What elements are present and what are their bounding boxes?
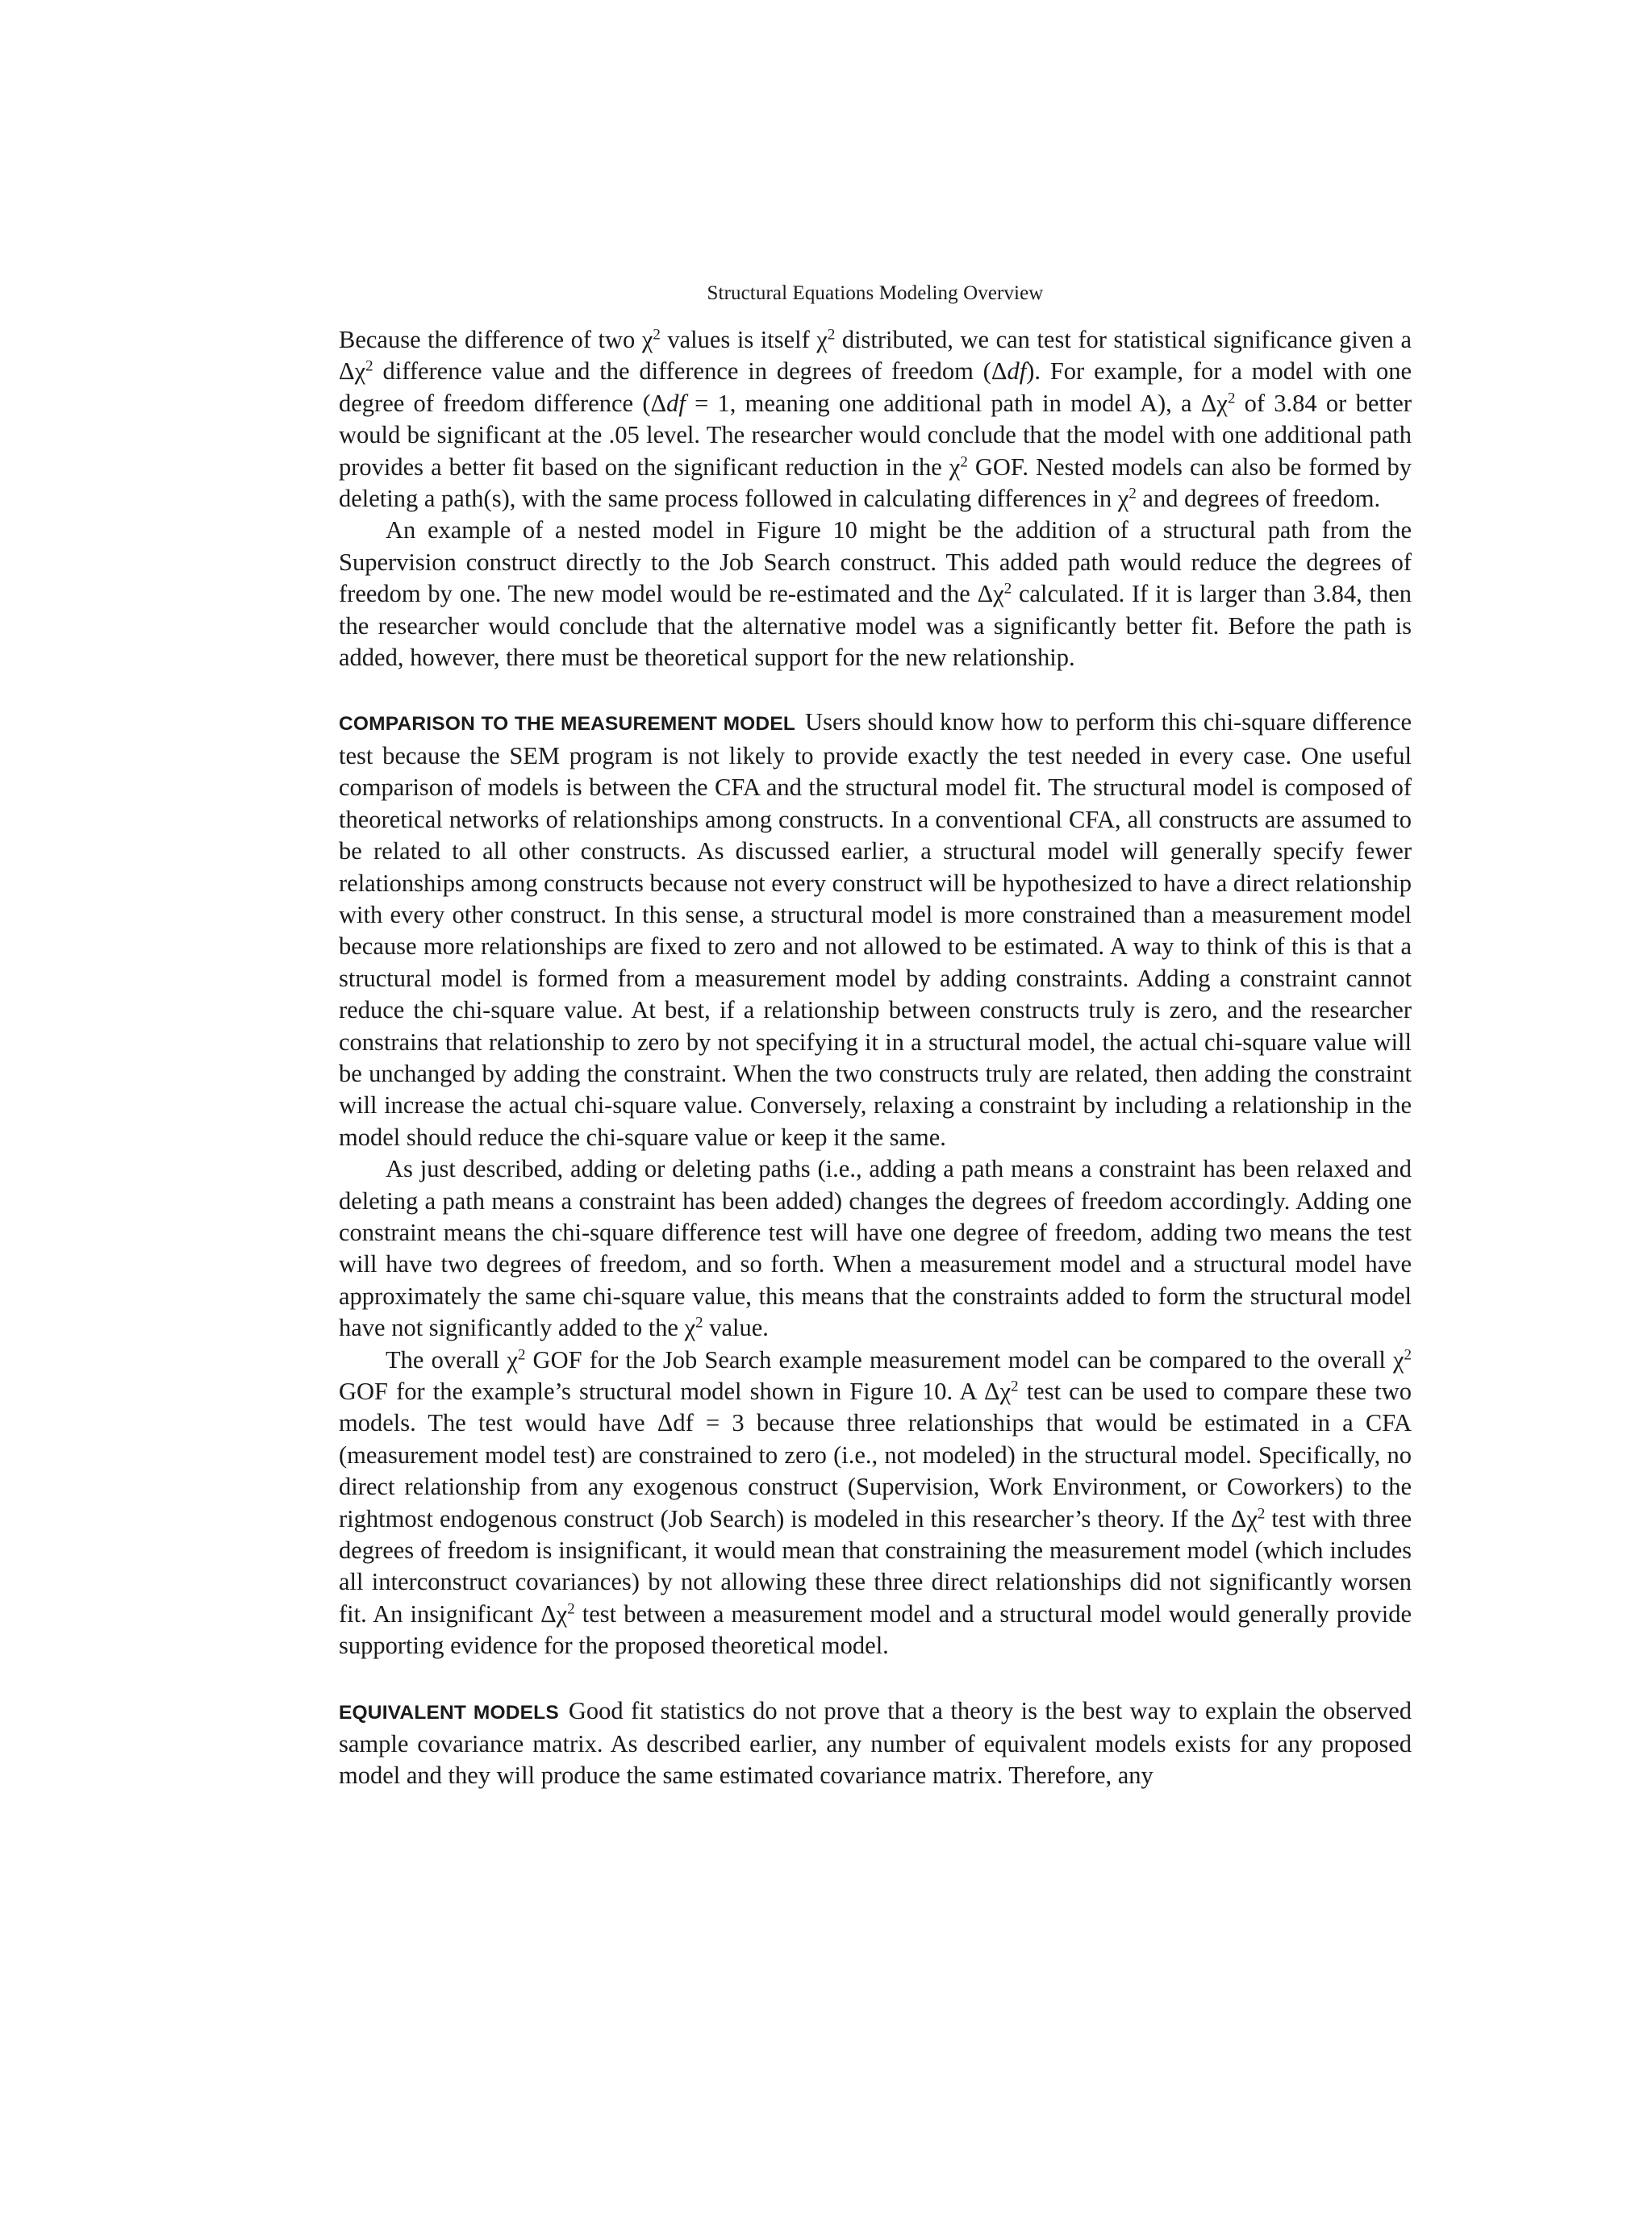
paragraph-comparison-body: Users should know how to perform this chi-square difference test because the SEM program is not likely to provide exactly the test needed in every case. One useful comparison of models is between the CFA and the structural model fit. The structural model is composed of theoretical networks of relationships among constructs. In a conventional CFA, all constructs are assumed to be related to all other constructs. As discussed earlier, a structural model will generally specify fewer relationships among constructs because not every construct will be hypothesized to have a direct relationship with every other construct. In this sense, a structural model is more constrained than a measurement model because more relationships are fixed to zero and not allowed to be estimated. A way to think of this is that a structural model is formed from a measurement model by adding constraints. Adding a constraint cannot reduce the chi-square value. At best, if a relationship between constructs truly is zero, and the researcher constrains that relationship to zero by not specifying it in a structural model, the actual chi-square value will be unchanged by adding the constraint. When the two constructs truly are related, then adding the constraint will increase the actual chi-square value. Conversely, relaxing a constraint by including a relationship in the model should reduce the chi-square value or keep it the same. (339, 708, 1412, 1151)
paragraph-chi-square-difference: Because the difference of two $\chi^2$ values is itself $\chi^2$ distributed, we can test for statistical significance given a $\Delta\chi^2$ difference value and the difference in degrees of freedom (Δdf). For example, for a model with one degree of freedom difference (Δdf = 1, meaning one additional path in model A), a $\Delta\chi^2$ of 3.84 or better would be significant at the .05 level. The researcher would conclude that the model with one additional path provides a better fit based on the significant reduction in the $\chi^2$ GOF. Nested models can also be formed by deleting a path(s), with the same process followed in calculating differences in $\chi^2$ and degrees of freedom. (339, 326, 1412, 513)
paragraph-equivalent-models (339, 1695, 1412, 1792)
running-head: Structural Equations Modeling Overview (707, 282, 1044, 304)
paragraph-adding-deleting-paths: As just described, adding or deleting paths (i.e., adding a path means a constraint has been relaxed and deleting a path means a constraint has been added) changes the degrees of freedom accordingly. Adding one constraint means the chi-square difference test will have one degree of freedom, adding two means the test will have two degrees of freedom, and so forth. When a measurement model and a structural model have approximately the same chi-square value, this means that the constraints added to form the structural model have not significantly added to the $\chi^2$ value. (339, 1155, 1412, 1342)
document-page (339, 282, 1412, 1792)
paragraph-comparison-measurement-model (339, 707, 1412, 1153)
paragraph-equivalent-models-body: Good fit statistics do not prove that a theory is the best way to explain the observed sample covariance matrix. As described earlier, any number of equivalent models exists for any proposed model and they will produce the same estimated covariance matrix. Therefore, any (339, 1696, 1412, 1790)
section-heading-comparison: COMPARISON TO THE MEASUREMENT MODEL (339, 713, 796, 736)
paragraph-nested-model-example: An example of a nested model in Figure 10 might be the addition of a structural path from the Supervision construct directly to the Job Search construct. This added path would reduce the degrees of freedom by one. The new model would be re-estimated and the $\Delta\chi^2$ calculated. If it is larger than 3.84, then the researcher would conclude that the alternative model was a significantly better fit. Before the path is added, however, there must be theoretical support for the new relationship. (339, 516, 1412, 672)
paragraph-overall-gof-comparison: The overall $\chi^2$ GOF for the Job Search example measurement model can be compared to the overall $\chi^2$ GOF for the example’s structural model shown in Figure 10. A $\Delta\chi^2$ test can be used to compare these two models. The test would have Δdf = 3 because three relationships that would be estimated in a CFA (measurement model test) are constrained to zero (i.e., not modeled) in the structural model. Specifically, no direct relationship from any exogenous construct (Supervision, Work Environment, or Coworkers) to the rightmost endogenous construct (Job Search) is modeled in this researcher’s theory. If the $\Delta\chi^2$ test with three degrees of freedom is insignificant, it would mean that constraining the measurement model (which includes all interconstruct covariances) by not allowing these three direct relationships did not significantly worsen fit. An insignificant $\Delta\chi^2$ test between a measurement model and a structural model would generally provide supporting evidence for the proposed theoretical model. (339, 1345, 1412, 1660)
section-heading-equivalent-models: EQUIVALENT MODELS (339, 1701, 559, 1724)
